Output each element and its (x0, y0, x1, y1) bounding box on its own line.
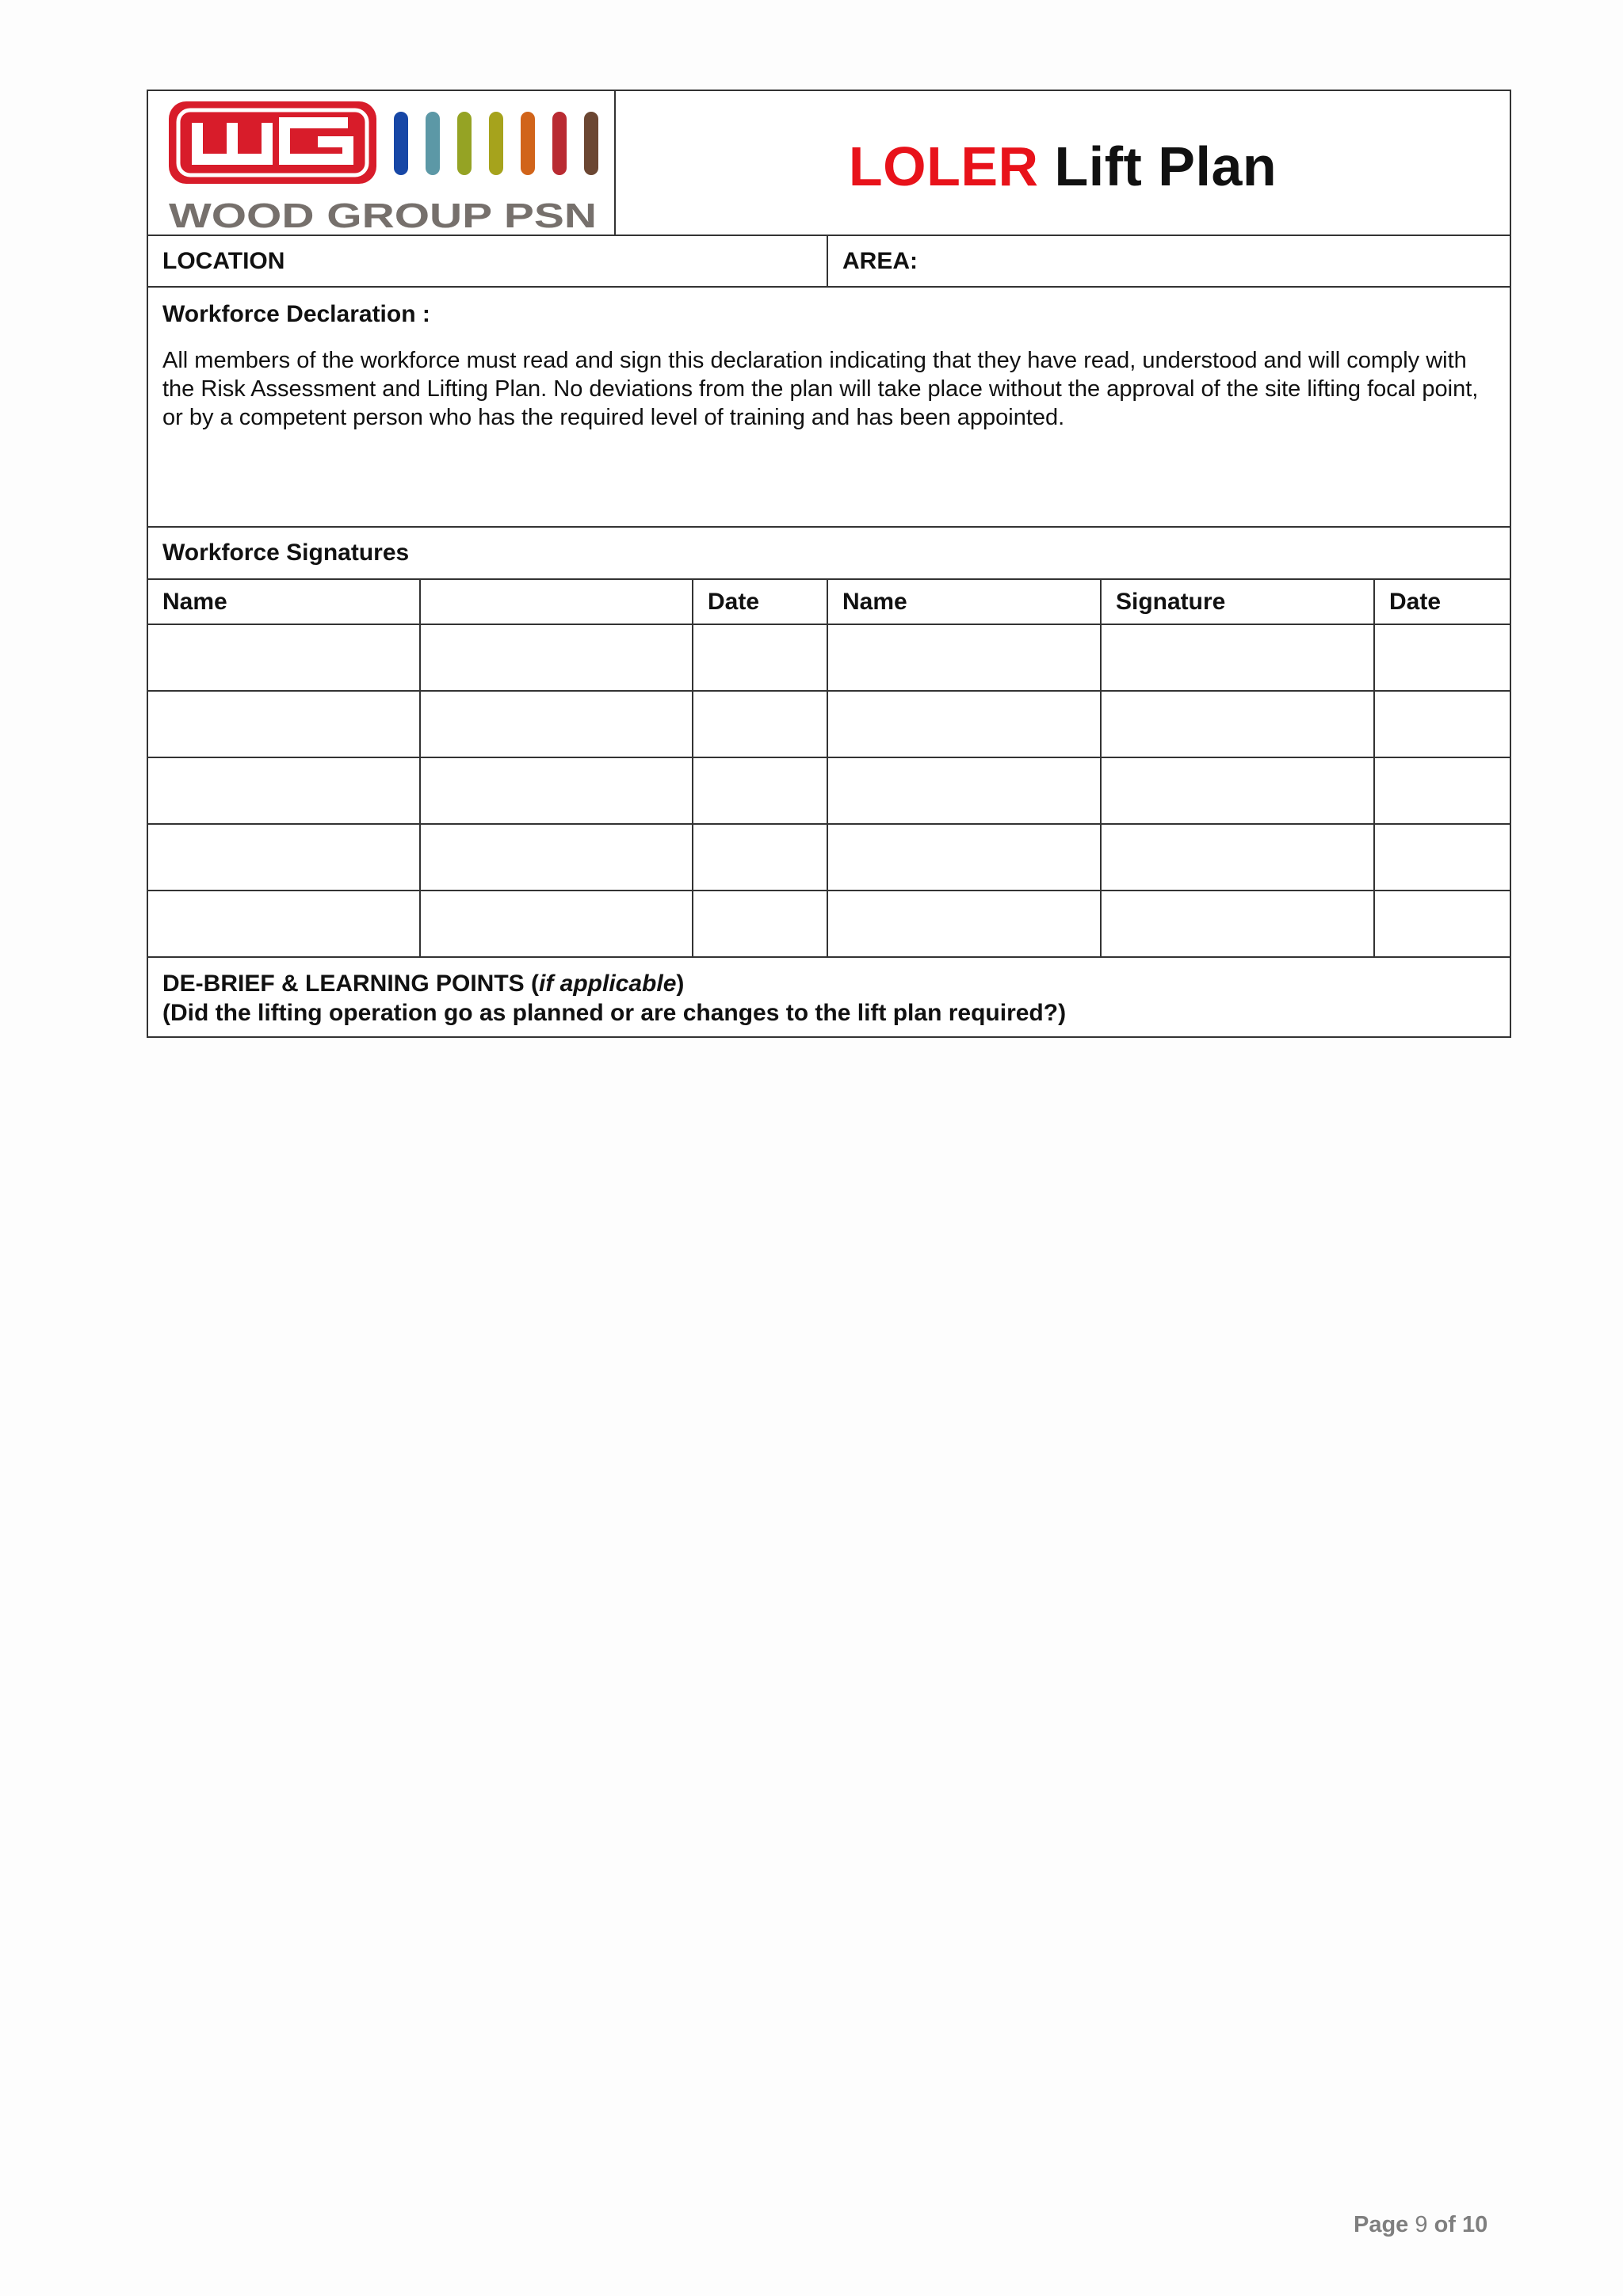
page-current: 9 (1415, 2212, 1428, 2237)
table-row (148, 692, 1510, 758)
date-cell[interactable] (693, 891, 828, 956)
table-row (148, 825, 1510, 891)
debrief-question: (Did the lifting operation go as planned or are changes to the lift plan required?) (162, 1000, 1067, 1026)
signature-cell[interactable] (421, 825, 693, 890)
page-number (1354, 2212, 1487, 2238)
debrief-if-applicable: if applicable (539, 971, 677, 997)
signatures-column-headers (148, 580, 1510, 625)
signature-cell[interactable] (1102, 758, 1375, 823)
debrief-heading (162, 969, 1495, 998)
signature-cell[interactable] (1102, 891, 1375, 956)
column-header-date: Date (693, 580, 828, 624)
signature-cell[interactable] (1102, 692, 1375, 757)
logo-bar (584, 112, 598, 175)
title-lift-plan: Lift Plan (1038, 135, 1277, 197)
name-cell[interactable] (828, 825, 1102, 890)
company-logo (148, 91, 616, 235)
name-cell[interactable] (148, 891, 421, 956)
title-loler: LOLER (848, 135, 1039, 197)
name-cell[interactable] (828, 692, 1102, 757)
signature-cell[interactable] (1102, 625, 1375, 690)
column-header-name: Name (148, 580, 421, 624)
area-label: AREA: (842, 247, 918, 274)
wood-group-logo-icon (148, 91, 613, 236)
debrief-title-close: ) (676, 971, 685, 997)
name-cell[interactable] (828, 758, 1102, 823)
name-cell[interactable] (828, 891, 1102, 956)
date-cell[interactable] (693, 692, 828, 757)
logo-wordmark: WOOD GROUP PSN (169, 196, 597, 235)
form-header (148, 91, 1510, 236)
date-cell[interactable] (1375, 825, 1510, 890)
location-field[interactable] (148, 236, 828, 286)
date-cell[interactable] (693, 758, 828, 823)
signature-cell[interactable] (421, 625, 693, 690)
workforce-declaration (148, 288, 1510, 528)
column-header-blank (421, 580, 693, 624)
name-cell[interactable] (148, 692, 421, 757)
page-word: Page (1354, 2212, 1409, 2237)
logo-bar (521, 112, 535, 175)
table-row (148, 625, 1510, 692)
page-total: 10 (1462, 2212, 1488, 2237)
date-cell[interactable] (693, 625, 828, 690)
name-cell[interactable] (148, 625, 421, 690)
date-cell[interactable] (1375, 625, 1510, 690)
name-cell[interactable] (148, 825, 421, 890)
table-row (148, 891, 1510, 958)
declaration-body: All members of the workforce must read and sign this declaration indicating that they have read, understood and will comply with the Risk Assessment and Lifting Plan. No deviations from the plan will take place without the approval of the site lifting focal point, or by a competent person who has the required level of training and has been appointed. (162, 348, 1479, 430)
logo-bar (394, 112, 408, 175)
document-title (616, 91, 1510, 235)
logo-bar (457, 112, 472, 175)
area-field[interactable] (828, 236, 1510, 286)
table-row (148, 758, 1510, 825)
logo-bar (552, 112, 567, 175)
signature-cell[interactable] (421, 758, 693, 823)
column-header-name-2: Name (828, 580, 1102, 624)
of-word: of (1434, 2212, 1456, 2237)
location-row (148, 236, 1510, 288)
date-cell[interactable] (1375, 891, 1510, 956)
date-cell[interactable] (1375, 758, 1510, 823)
logo-bar (426, 112, 440, 175)
debrief-section (148, 958, 1510, 1036)
name-cell[interactable] (148, 758, 421, 823)
signature-cell[interactable] (421, 692, 693, 757)
location-label: LOCATION (162, 247, 285, 274)
declaration-heading: Workforce Declaration : (162, 301, 430, 327)
debrief-title: DE-BRIEF & LEARNING POINTS ( (162, 971, 540, 997)
signature-cell[interactable] (1102, 825, 1375, 890)
signature-cell[interactable] (421, 891, 693, 956)
date-cell[interactable] (693, 825, 828, 890)
column-header-signature: Signature (1102, 580, 1375, 624)
logo-bar (489, 112, 503, 175)
column-header-date-2: Date (1389, 588, 1442, 615)
date-cell[interactable] (1375, 692, 1510, 757)
lift-plan-form (147, 90, 1511, 1038)
signatures-heading: Workforce Signatures (148, 528, 1510, 580)
name-cell[interactable] (828, 625, 1102, 690)
